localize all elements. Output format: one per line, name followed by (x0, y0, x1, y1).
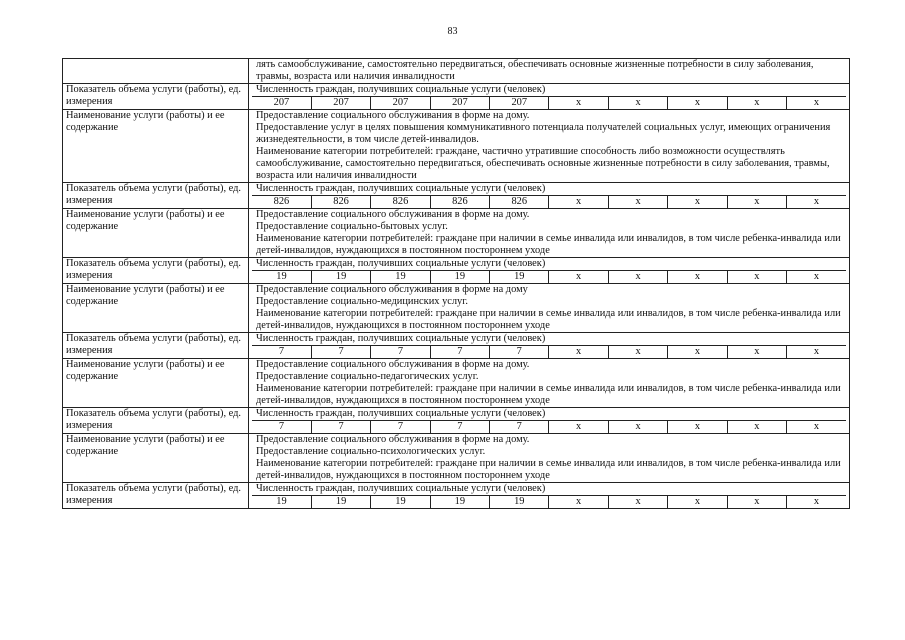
value-cell: x (668, 271, 727, 283)
value-cell: 19 (371, 496, 430, 508)
value-cell: 7 (490, 421, 549, 433)
value-cell: 7 (371, 421, 430, 433)
value-cell: x (787, 97, 846, 109)
value-cell: x (608, 496, 667, 508)
values-table (252, 97, 846, 109)
service-paragraph: Предоставление социального обслуживания в форме на дому. (256, 359, 530, 370)
indicator-text: Численность граждан, получивших социальные услуги (человек) (252, 333, 846, 346)
indicator-row (63, 258, 850, 284)
service-paragraph: Наименование категории потребителей: граждане при наличии в семье инвалида или инвалидов, в том числе ребенка-инвалида или детей-инвалидов, нуждающихся в постоянном постороннем уходе (256, 308, 841, 331)
service-paragraph: Наименование категории потребителей: граждане, частично утратившие способность либо возможности осуществлять самообслуживание, самостоятельно передвигаться, обеспечивать основные жизненные потребности в силу заболевания, травмы, возраста или наличия инвалидности (256, 146, 830, 181)
service-name-label: Наименование услуги (работы) и ее содержание (63, 209, 249, 258)
indicator-row (63, 333, 850, 359)
indicator-content-cell (249, 84, 850, 110)
service-paragraph: Предоставление социально-медицинских услуг. (256, 296, 468, 307)
value-cell: 207 (273, 97, 290, 108)
value-cell: 207 (371, 97, 430, 109)
value-cell: 207 (490, 97, 549, 109)
value-cell: x (727, 421, 786, 433)
service-paragraph: Предоставление социально-психологических услуг. (256, 446, 486, 457)
value-cell: x (727, 97, 786, 109)
service-row (63, 434, 850, 483)
value-cell: 7 (311, 346, 370, 358)
value-cell: x (608, 97, 667, 109)
value-cell: x (608, 271, 667, 283)
service-content-cell (249, 434, 850, 483)
value-cell: x (727, 496, 786, 508)
value-cell: 207 (311, 97, 370, 109)
value-cell: 7 (278, 421, 285, 432)
service-content-cell (249, 209, 850, 258)
indicator-content-cell (249, 483, 850, 509)
value-cell: x (549, 496, 608, 508)
indicator-content-cell (249, 183, 850, 209)
value-cell: 826 (371, 196, 430, 208)
indicator-row (63, 483, 850, 509)
indicator-text: Численность граждан, получивших социальные услуги (человек) (252, 408, 846, 421)
service-name-label: Наименование услуги (работы) и ее содержание (63, 434, 249, 483)
value-cell: 826 (273, 196, 290, 207)
value-cell: 19 (276, 271, 287, 282)
value-cell: 7 (430, 421, 489, 433)
service-row (63, 359, 850, 408)
value-cell: x (549, 271, 608, 283)
volume-indicator-label: Показатель объема услуги (работы), ед. измерения (63, 408, 249, 434)
page-number: 83 (447, 26, 458, 37)
service-content-cell (249, 359, 850, 408)
value-cell: x (727, 346, 786, 358)
indicator-content-cell (249, 258, 850, 284)
value-cell: 19 (490, 271, 549, 283)
services-table (62, 58, 850, 509)
service-row (63, 110, 850, 183)
value-cell: 7 (371, 346, 430, 358)
value-cell: 19 (371, 271, 430, 283)
value-cell: 19 (311, 496, 370, 508)
value-cell: x (668, 97, 727, 109)
service-content-cell (249, 284, 850, 333)
value-cell: 826 (311, 196, 370, 208)
service-paragraph: Предоставление социального обслуживания в форме на дому. (256, 209, 530, 220)
continuation-row (63, 59, 850, 84)
value-cell: 19 (311, 271, 370, 283)
services-table-body (63, 59, 850, 509)
values-row (252, 271, 846, 283)
service-paragraph: Предоставление социального обслуживания в форме на дому (256, 284, 528, 295)
indicator-text: Численность граждан, получивших социальные услуги (человек) (252, 258, 846, 271)
value-cell: x (787, 346, 846, 358)
value-cell: 19 (276, 496, 287, 507)
volume-indicator-label: Показатель объема услуги (работы), ед. измерения (63, 183, 249, 209)
indicator-content-cell (249, 333, 850, 359)
value-cell: x (608, 346, 667, 358)
value-cell: x (549, 421, 608, 433)
values-row (252, 196, 846, 208)
service-name-label: Наименование услуги (работы) и ее содержание (63, 284, 249, 333)
value-cell: 7 (430, 346, 489, 358)
value-cell: x (668, 346, 727, 358)
values-row (252, 421, 846, 433)
indicator-row (63, 408, 850, 434)
indicator-content-cell (249, 408, 850, 434)
volume-indicator-label: Показатель объема услуги (работы), ед. измерения (63, 483, 249, 509)
continuation-cell (249, 59, 850, 84)
values-table (252, 496, 846, 508)
value-cell: x (787, 421, 846, 433)
value-cell: x (549, 97, 608, 109)
value-cell: x (549, 346, 608, 358)
value-cell: x (608, 421, 667, 433)
service-name-label: Наименование услуги (работы) и ее содержание (63, 110, 249, 183)
value-cell: x (727, 271, 786, 283)
value-cell: 7 (490, 346, 549, 358)
indicator-row (63, 84, 850, 110)
values-row (252, 346, 846, 358)
service-name-label: Наименование услуги (работы) и ее содержание (63, 359, 249, 408)
values-row (252, 496, 846, 508)
values-table (252, 271, 846, 283)
value-cell: x (787, 271, 846, 283)
value-cell: x (787, 496, 846, 508)
values-table (252, 421, 846, 433)
value-cell: 826 (490, 196, 549, 208)
value-cell: x (549, 196, 608, 208)
service-paragraph: Предоставление социального обслуживания в форме на дому. (256, 434, 530, 445)
value-cell: 207 (430, 97, 489, 109)
service-paragraph: Предоставление социально-бытовых услуг. (256, 221, 448, 232)
value-cell: 19 (490, 496, 549, 508)
value-cell: 7 (278, 346, 285, 357)
service-paragraph: Предоставление социально-педагогических услуг. (256, 371, 479, 382)
indicator-text: Численность граждан, получивших социальные услуги (человек) (252, 84, 846, 97)
value-cell: x (668, 421, 727, 433)
values-table (252, 196, 846, 208)
value-cell: x (787, 196, 846, 208)
volume-indicator-label: Показатель объема услуги (работы), ед. измерения (63, 84, 249, 110)
value-cell: 19 (430, 271, 489, 283)
volume-indicator-label: Показатель объема услуги (работы), ед. измерения (63, 258, 249, 284)
service-paragraph: Наименование категории потребителей: граждане при наличии в семье инвалида или инвалидов, в том числе ребенка-инвалида или детей-инвалидов, нуждающихся в постоянном постороннем уходе (256, 383, 841, 406)
value-cell: x (727, 196, 786, 208)
service-content-cell (249, 110, 850, 183)
values-row (252, 97, 846, 109)
empty-label-cell (63, 59, 249, 84)
value-cell: x (608, 196, 667, 208)
service-paragraph: Наименование категории потребителей: граждане при наличии в семье инвалида или инвалидов, в том числе ребенка-инвалида или детей-инвалидов, нуждающихся в постоянном постороннем уходе (256, 458, 841, 481)
value-cell: 19 (430, 496, 489, 508)
value-cell: 826 (430, 196, 489, 208)
indicator-text: Численность граждан, получивших социальные услуги (человек) (252, 183, 846, 196)
values-table (252, 346, 846, 358)
service-paragraph: Предоставление услуг в целях повышения коммуникативного потенциала получателей социальных услуг, имеющих ограничения жизнедеятельности, в том числе детей-инвалидов. (256, 122, 831, 145)
value-cell: x (668, 196, 727, 208)
indicator-row (63, 183, 850, 209)
value-cell: x (668, 496, 727, 508)
service-paragraph: Предоставление социального обслуживания в форме на дому. (256, 110, 530, 121)
service-row (63, 209, 850, 258)
volume-indicator-label: Показатель объема услуги (работы), ед. измерения (63, 333, 249, 359)
service-paragraph: Наименование категории потребителей: граждане при наличии в семье инвалида или инвалидов, в том числе ребенка-инвалида или детей-инвалидов, нуждающихся в постоянном постороннем уходе (256, 233, 841, 256)
service-row (63, 284, 850, 333)
continuation-text: лять самообслуживание, самостоятельно передвигаться, обеспечивать основные жизненные потребности в силу заболевания, травмы, возраста или наличия инвалидности (256, 59, 814, 82)
value-cell: 7 (311, 421, 370, 433)
indicator-text: Численность граждан, получивших социальные услуги (человек) (252, 483, 846, 496)
